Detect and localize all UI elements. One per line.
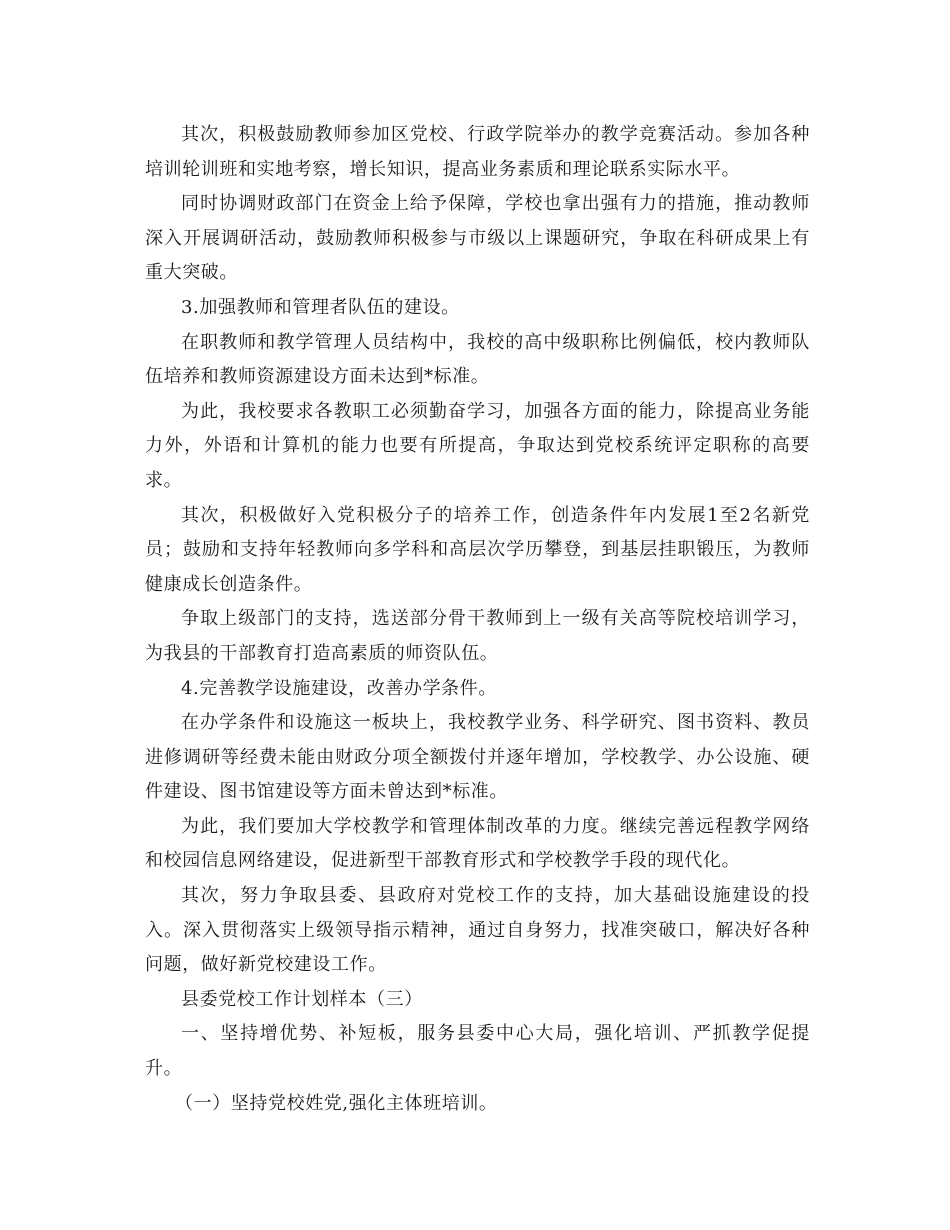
subsection-heading-1: （一）坚持党校姓党,强化主体班培训。 [175, 1092, 498, 1114]
paragraph-5: 为此，我校要求各教职工必须勤奋学习，加强各方面的能力，除提高业务能力外，外语和计算机的能力也要有所提高，争取达到党校系统评定职称的高要求。 [145, 400, 810, 491]
paragraph-4: 在职教师和教学管理人员结构中，我校的高中级职称比例偏低，校内教师队伍培养和教师资源建设方面未达到*标准。 [145, 331, 810, 388]
paragraph-9: 在办学条件和设施这一板块上，我校教学业务、科学研究、图书资料、教员进修调研等经费未能由财政分项全额拨付并逐年增加，学校教学、办公设施、硬件建设、图书馆建设等方面未曾达到*标准。 [145, 712, 810, 803]
paragraph-10: 为此，我们要加大学校教学和管理体制改革的力度。继续完善远程教学网络和校园信息网络建设，促进新型干部教育形式和学校教学手段的现代化。 [145, 815, 810, 872]
paragraph-11: 其次，努力争取县委、县政府对党校工作的支持，加大基础设施建设的投入。深入贯彻落实上级领导指示精神，通过自身努力，找准突破口，解决好各种问题，做好新党校建设工作。 [145, 885, 810, 976]
section-heading-4: 4.完善教学设施建设，改善办学条件。 [181, 677, 497, 699]
paragraph-6: 其次，积极做好入党积极分子的培养工作，创造条件年内发展1至2名新党员；鼓励和支持年轻教师向多学科和高层次学历攀登，到基层挂职锻压，为教师健康成长创造条件。 [145, 504, 810, 595]
sample-title: 县委党校工作计划样本（三） [181, 988, 423, 1010]
section-heading-3: 3.加强教师和管理者队伍的建设。 [181, 296, 460, 318]
section-heading-one: 一、坚持增优势、补短板，服务县委中心大局，强化培训、严抓教学促提升。 [145, 1023, 810, 1080]
paragraph-7: 争取上级部门的支持，选送部分骨干教师到上一级有关高等院校培训学习，为我县的干部教育打造高素质的师资队伍。 [145, 608, 810, 664]
paragraph-1: 其次，积极鼓励教师参加区党校、行政学院举办的教学竞赛活动。参加各种培训轮训班和实地考察，增长知识，提高业务素质和理论联系实际水平。 [145, 124, 810, 180]
document-body [145, 118, 810, 1121]
paragraph-2: 同时协调财政部门在资金上给予保障，学校也拿出强有力的措施，推动教师深入开展调研活动，鼓励教师积极参与市级以上课题研究，争取在科研成果上有重大突破。 [145, 193, 810, 284]
